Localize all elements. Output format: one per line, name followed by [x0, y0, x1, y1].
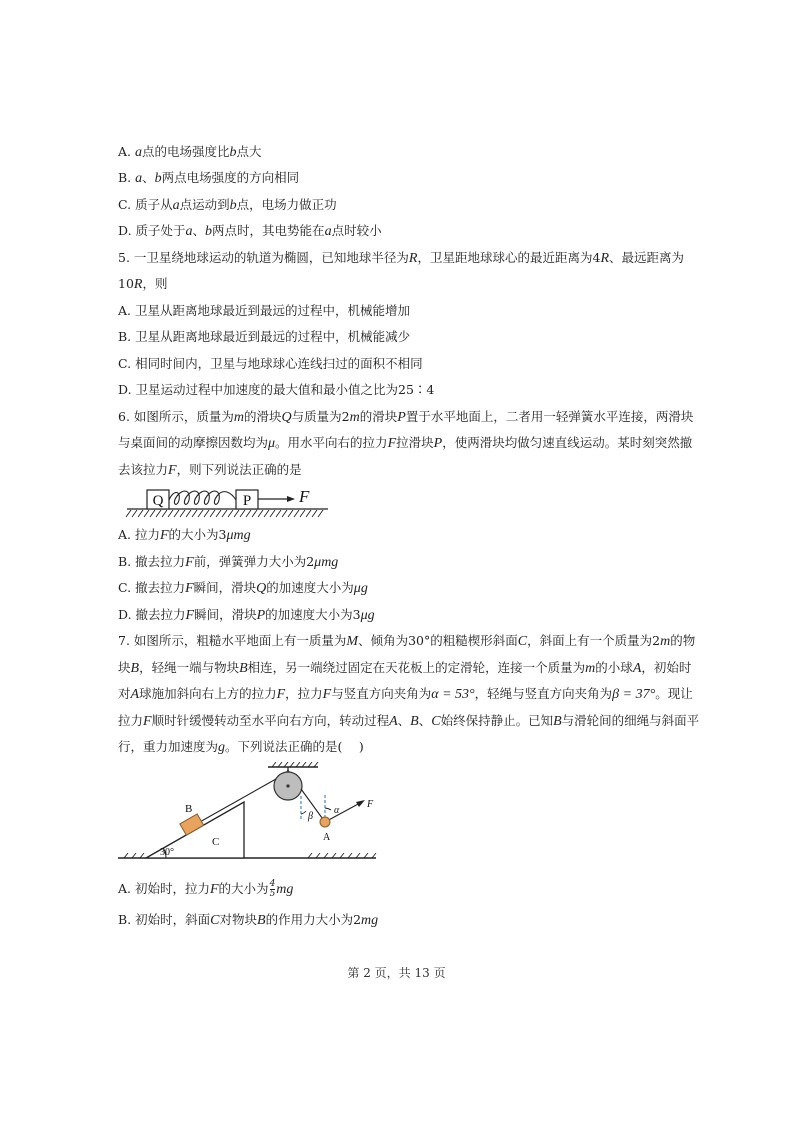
text-segment: 去该拉力	[118, 462, 169, 477]
text-segment: 与桌面间的动摩擦因数均为	[118, 435, 269, 450]
text-segment: C. 撤去拉力	[118, 580, 186, 595]
incline-angle-label: 30°	[160, 847, 174, 858]
q4-option-d	[118, 222, 382, 241]
text-segment: 瞬间，滑块	[194, 607, 257, 622]
math-variable: P	[256, 608, 266, 623]
q5-stem-line2	[118, 275, 167, 294]
math-variable: Q	[281, 410, 292, 425]
text-segment: 的物	[670, 633, 696, 648]
math-variable: μmg	[314, 555, 339, 570]
text-segment: 、	[192, 223, 206, 238]
spring-blocks-figure	[125, 484, 335, 520]
math-variable: F	[322, 687, 332, 702]
beta-label: β	[308, 811, 313, 822]
math-variable: μmg	[226, 528, 251, 543]
text-segment: 的加速度大小为	[266, 580, 354, 595]
math-variable: F	[185, 608, 195, 623]
text-segment: 瞬间，滑块	[193, 580, 257, 595]
q5-option-c: C. 相同时间内，卫星与地球球心连线扫过的面积不相同	[118, 356, 423, 371]
q7-option-a	[118, 880, 293, 899]
text-segment: 、倾角为30°的粗糙楔形斜面	[358, 633, 518, 648]
text-segment: 行，重力加速度为	[118, 739, 219, 754]
text-segment: 与质量为2	[291, 409, 350, 424]
text-segment: ，轻绳一端与物块	[139, 660, 240, 675]
fraction	[270, 880, 276, 899]
text-segment: A.	[118, 144, 135, 159]
text-segment: 与竖直方向夹角为	[331, 686, 432, 701]
text-segment: 的小球	[595, 660, 633, 675]
text-segment: ，轻绳与竖直方向夹角为	[474, 686, 613, 701]
q6-stem-line2	[118, 434, 692, 453]
q6-option-d	[118, 606, 375, 625]
text-segment: 的加速度大小为3	[265, 607, 361, 622]
math-variable: m	[349, 410, 360, 425]
text-segment: 置于水平地面上，二者用一轻弹簧水平连接，两滑块	[405, 409, 694, 424]
q4-option-a	[118, 143, 262, 162]
text-segment: 5. 一卫星绕地球运动的轨道为椭圆，已知地球半径为	[118, 250, 409, 265]
text-segment: 。下列说法正确的是( )	[225, 739, 364, 754]
math-variable: β = 37°	[612, 687, 656, 702]
math-variable: C	[517, 634, 528, 649]
math-variable: M	[346, 634, 359, 649]
text-segment: D. 质子处于	[118, 223, 186, 238]
q7-option-b	[118, 911, 378, 930]
text-segment: A. 拉力	[118, 527, 160, 542]
force-f-arrow	[325, 803, 360, 822]
fraction-numerator: 4	[269, 879, 276, 889]
math-variable: F	[168, 463, 177, 478]
text-segment: 、	[418, 713, 432, 728]
force-label: F	[299, 487, 310, 506]
fraction-denominator: 5	[269, 889, 276, 899]
q7-stem-line2	[118, 659, 691, 678]
text-segment: 前，弹簧弹力大小为2	[193, 554, 315, 569]
math-variable: α = 53°	[431, 687, 475, 702]
text-segment: 球施加斜向右上方的拉力	[139, 686, 277, 701]
q6-option-c	[118, 579, 368, 598]
math-variable: P	[397, 410, 406, 425]
q7-stem-line4	[118, 712, 699, 731]
text-segment: 6. 如图所示，质量为	[118, 409, 234, 424]
text-segment: 点的电场强度比	[141, 144, 230, 159]
math-variable: B	[130, 661, 140, 676]
math-variable: a	[324, 224, 332, 239]
math-variable: Q	[256, 581, 267, 596]
text-segment: 相连，另一端绕过固定在天花板上的定滑轮，连接一个质量为	[247, 660, 586, 675]
math-variable: m	[233, 410, 245, 425]
text-segment: 对物块	[219, 912, 257, 927]
q6-option-a	[118, 526, 251, 545]
math-variable: a	[172, 198, 180, 213]
text-segment: 两点时，其电势能在	[212, 223, 325, 238]
q7-option-a-mid: 的大小为	[218, 881, 269, 896]
math-variable: R	[408, 251, 418, 266]
math-variable: P	[433, 436, 443, 451]
text-segment: ，拉力	[285, 686, 323, 701]
q5-option-a: A. 卫星从距离地球最近到最远的过程中，机械能增加	[118, 303, 410, 318]
math-variable: F	[159, 528, 169, 543]
q7-stem-line3	[118, 685, 693, 704]
text-segment: 的大小为3	[168, 527, 227, 542]
text-segment: 拉滑块	[396, 435, 434, 450]
text-segment: D. 撤去拉力	[118, 607, 186, 622]
incline-pulley-figure	[118, 762, 380, 862]
text-segment: 的滑块	[244, 409, 282, 424]
math-variable: μg	[353, 581, 368, 596]
text-segment: 、	[397, 713, 411, 728]
ball-a	[320, 817, 330, 827]
math-variable: C	[210, 913, 220, 928]
math-variable: F	[387, 436, 397, 451]
math-variable: B	[239, 661, 248, 676]
text-segment: ，斜面上有一个质量为2	[527, 633, 661, 648]
math-variable: b	[229, 145, 237, 160]
math-variable: A	[632, 661, 642, 676]
text-segment: 。用水平向右的拉力	[275, 435, 388, 450]
text-segment: 点，电场力做正功	[236, 197, 337, 212]
spring	[169, 491, 236, 504]
text-segment: ，则	[142, 276, 168, 291]
q5-option-b: B. 卫星从距离地球最近到最远的过程中，机械能减少	[118, 329, 411, 344]
text-segment: 顺时针缓慢转动至水平向右方向，转动过程	[151, 713, 390, 728]
q4-option-b	[118, 169, 299, 188]
math-variable: R	[133, 277, 143, 292]
math-variable: mg	[361, 913, 379, 928]
math-variable: b	[229, 198, 237, 213]
math-variable: a	[134, 145, 142, 160]
math-variable: A	[389, 714, 398, 729]
text-segment: 块	[118, 660, 131, 675]
text-segment: 点时较小	[331, 223, 382, 238]
text-segment: 的作用力大小为2	[265, 912, 362, 927]
q6-stem-line1	[118, 408, 693, 427]
text-segment: B. 撤去拉力	[118, 554, 186, 569]
text-segment: ，卫星距地球球心的最近距离为4	[417, 250, 601, 265]
q7-stem-line5	[118, 738, 364, 757]
q6-option-b	[118, 553, 338, 572]
incline-c-label: C	[212, 836, 220, 848]
q7-stem-line1	[118, 632, 695, 651]
text-segment: ，则下列说法正确的是	[176, 462, 302, 477]
math-variable: b	[154, 171, 162, 186]
math-variable: a	[185, 224, 193, 239]
text-segment: 10	[118, 276, 134, 291]
alpha-label: α	[334, 805, 340, 816]
math-variable: B	[553, 714, 562, 729]
ball-a-label: A	[323, 832, 331, 843]
math-variable: a	[135, 171, 143, 186]
block-p-label: P	[242, 493, 252, 509]
text-segment: C. 质子从	[118, 197, 173, 212]
text-segment: 点运动到	[179, 197, 230, 212]
text-segment: 两点电场强度的方向相同	[161, 170, 300, 185]
rope-to-a	[301, 789, 325, 822]
math-variable: F	[276, 687, 286, 702]
q5-stem-line1	[118, 249, 684, 268]
math-variable: μ	[268, 436, 276, 451]
block-q-label: Q	[152, 493, 164, 509]
text-segment: 的滑块	[359, 409, 398, 424]
math-variable: C	[431, 714, 441, 729]
math-variable: B	[257, 913, 266, 928]
math-variable: B	[410, 714, 419, 729]
text-segment: ，使两滑块均做匀速直线运动。某时刻突然撤	[442, 435, 693, 450]
text-segment: ，初始时	[641, 660, 692, 675]
text-segment: 7. 如图所示，粗糙水平地面上有一质量为	[118, 633, 347, 648]
force-f-label: F	[367, 799, 374, 810]
text-segment: B. 初始时，斜面	[118, 912, 211, 927]
text-segment: 始终保持静止。已知	[440, 713, 554, 728]
q7-option-a-prefix: A. 初始时，拉力	[118, 881, 210, 896]
text-segment: 。现让	[655, 686, 693, 701]
text-segment: 拉力	[118, 713, 144, 728]
text-segment: 、	[142, 170, 155, 185]
math-variable: m	[585, 661, 596, 676]
q7-option-a-var: F	[209, 882, 219, 897]
math-variable: F	[185, 555, 194, 570]
math-variable: μg	[360, 608, 375, 623]
text-segment: 、最远距离为	[609, 250, 685, 265]
q4-option-c	[118, 196, 337, 215]
text-segment: 对	[118, 686, 131, 701]
q7-option-a-tail: mg	[276, 882, 294, 897]
math-variable: F	[185, 581, 194, 596]
page-footer: 第 2 页，共 13 页	[347, 966, 446, 980]
math-variable: R	[600, 251, 609, 266]
q6-stem-line3	[118, 461, 302, 480]
q5-option-d: D. 卫星运动过程中加速度的最大值和最小值之比为25∶4	[118, 382, 435, 397]
block-b-label: B	[185, 803, 193, 815]
math-variable: F	[143, 714, 152, 729]
math-variable: A	[130, 687, 140, 702]
text-segment: B.	[118, 170, 136, 185]
math-variable: g	[218, 740, 226, 755]
math-variable: m	[660, 634, 671, 649]
math-variable: b	[205, 224, 213, 239]
text-segment: 与滑轮间的细绳与斜面平	[561, 713, 700, 728]
text-segment: 点大	[236, 144, 262, 159]
